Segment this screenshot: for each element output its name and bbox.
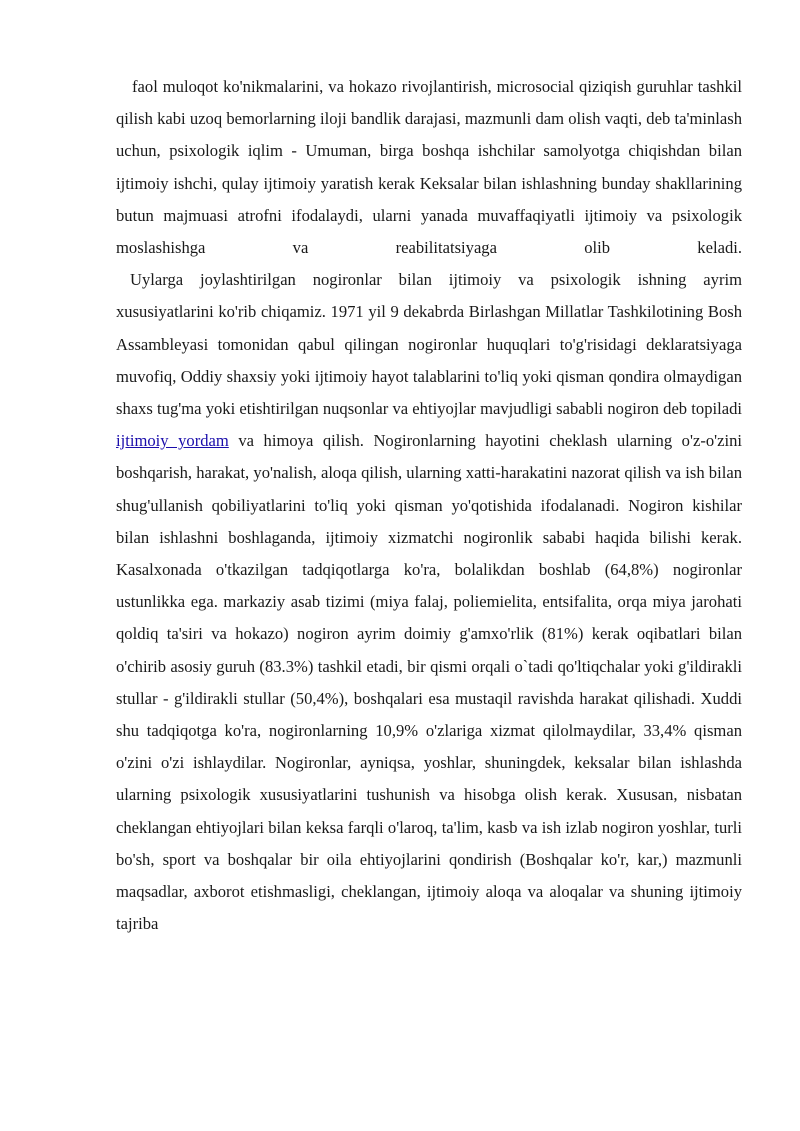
paragraph-2-text-end: va himoya qilish. Nogironlarning hayotini cheklash ularning o'z-o'zini boshqarish, harakat, yo'nalish, aloqa qilish, ularning xatti-harakatini nazorat qilish va ish bilan shug'ullanish qobiliyatlarini to'liq yoki qisman yo'qotishida ifodalanadi. Nogiron kishilar bilan ishlashni boshlaganda, ijtimoiy xizmatchi nogironlik sababi haqida bilishi kerak. Kasalxonada o'tkazilgan tadqiqotlarga ko'ra, bolalikdan boshlab (64,8%) nogironlar ustunlikka ega. markaziy asab tizimi (miya falaj, poliemielita, entsifalita, orqa miya jarohati qoldiq ta'siri va hokazo) nogiron ayrim doimiy g'amxo'rlik (81%) kerak oqibatlari bilan o'chirib asosiy guruh (83.3%) tashkil etadi, bir qismi orqali o`tadi qo'ltiqchalar yoki g'ildirakli stullar - g'ildirakli stullar (50,4%), boshqalari esa mustaqil ravishda harakat qilishadi. Xuddi shu tadqiqotga ko'ra, nogironlarning 10,9% o'zlariga xizmat qilolmaydilar, 33,4% qisman o'zini o'zi ishlaydilar. Nogironlar, ayniqsa, yoshlar, shuningdek, keksalar bilan ishlashda ularning psixologik xususiyatlarini tushunish va hisobga olish kerak. Xususan, nisbatan cheklangan ehtiyojlari bilan keksa farqli o'laroq, ta'lim, kasb va ish izlab nogiron yoshlar, turli bo'sh, sport va boshqalar bir oila ehtiyojlarini qondirish (Boshqalar ko'r, kar,) mazmunli maqsadlar, axborot etishmasligi, cheklangan, ijtimoiy aloqa va aloqalar va shuning ijtimoiy tajriba (116, 431, 743, 934)
paragraph-2 (116, 264, 742, 940)
paragraph-2-text-start: Uylarga joylashtirilgan nogironlar bilan ijtimoiy va psixologik ishning ayrim xususiyatlarini ko'rib chiqamiz. 1971 yil 9 dekabrda Birlashgan Millatlar Tashkilotining Bosh Assambleyasi tomonidan qabul qilingan nogironlar huquqlari to'g'risidagi deklaratsiyaga muvofiq, Oddiy shaxsiy yoki ijtimoiy hayot talablarini to'liq yoki qisman qondira olmaydigan shaxs tug'ma yoki etishtirilgan nuqsonlar va ehtiyojlar mavjudligi sababli nogiron deb topiladi (116, 270, 742, 419)
document-page (116, 71, 742, 940)
paragraph-1: faol muloqot ko'nikmalarini, va hokazo rivojlantirish, microsocial qiziqish guruhlar tashkil qilish kabi uzoq bemorlarning iloji bandlik darajasi, mazmunli dam olish vaqti, deb ta'minlash uchun, psixologik iqlim - Umuman, birga boshqa ishchilar samolyotga chiqishdan bilan ijtimoiy ishchi, qulay ijtimoiy yaratish kerak Keksalar bilan ishlashning bunday shakllarining butun majmuasi atrofni ifodalaydi, ularni yanada muvaffaqiyatli ijtimoiy va psixologik moslashishga va reabilitatsiyaga olib keladi. (116, 77, 742, 258)
ijtimoiy-yordam-link[interactable]: ijtimoiy yordam (116, 431, 229, 451)
